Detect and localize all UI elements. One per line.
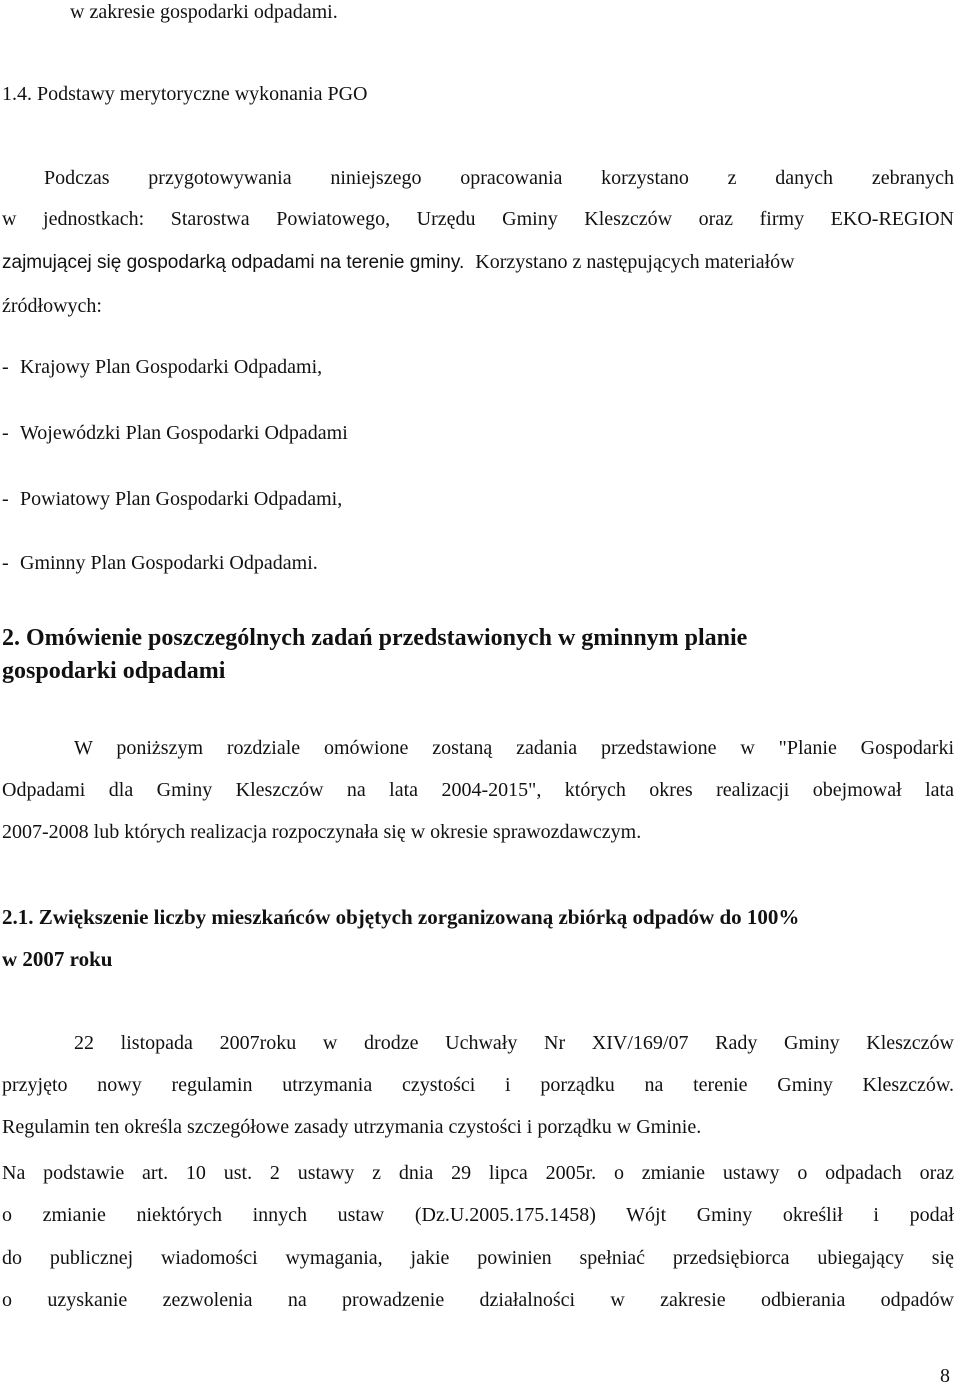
top-fragment: w zakresie gospodarki odpadami.	[70, 1, 338, 23]
list-item	[2, 551, 318, 576]
list-item	[2, 487, 342, 512]
dash-bullet: -	[2, 422, 9, 444]
section-2-1-heading-line2: w 2007 roku	[2, 947, 113, 971]
list-item-text: Krajowy Plan Gospodarki Odpadami,	[20, 356, 323, 378]
list-item	[2, 355, 322, 380]
paragraph-line: Na podstawie art. 10 ust. 2 ustawy z dnia 29 lipca 2005r. o zmianie ustawy o odpadach oraz	[2, 1162, 954, 1184]
dash-bullet: -	[2, 552, 9, 574]
paragraph-line: do publicznej wiadomości wymagania, jakie powinien spełniać przedsiębiorca ubiegający się	[2, 1247, 954, 1269]
section-2-heading-line1: 2. Omówienie poszczególnych zadań przedstawionych w gminnym planie	[2, 625, 748, 651]
paragraph-line: 22 listopada 2007roku w drodze Uchwały Nr XIV/169/07 Rady Gminy Kleszczów	[74, 1032, 954, 1054]
list-item-text: Wojewódzki Plan Gospodarki Odpadami	[20, 422, 348, 444]
paragraph-line	[2, 250, 954, 275]
section-1-4-heading: 1.4. Podstawy merytoryczne wykonania PGO	[2, 83, 368, 105]
paragraph-text: Korzystano z następujących materiałów	[475, 251, 795, 273]
paragraph-line: źródłowych:	[2, 295, 102, 317]
paragraph-line: Podczas przygotowywania niniejszego opracowania korzystano z danych zebranych	[44, 167, 954, 189]
list-item-text: Gminny Plan Gospodarki Odpadami.	[20, 552, 318, 574]
dash-bullet: -	[2, 488, 9, 510]
paragraph-line: 2007-2008 lub których realizacja rozpoczynała się w okresie sprawozdawczym.	[2, 821, 642, 843]
section-2-heading-line2: gospodarki odpadami	[2, 658, 226, 684]
paragraph-line: Odpadami dla Gminy Kleszczów na lata 2004-2015", których okres realizacji obejmował lata	[2, 779, 954, 801]
paragraph-line: przyjęto nowy regulamin utrzymania czystości i porządku na terenie Gminy Kleszczów.	[2, 1074, 954, 1096]
list-item	[2, 421, 348, 446]
paragraph-line: o zmianie niektórych innych ustaw (Dz.U.2005.175.1458) Wójt Gminy określił i podał	[2, 1204, 954, 1226]
paragraph-line: o uzyskanie zezwolenia na prowadzenie działalności w zakresie odbierania odpadów	[2, 1289, 954, 1311]
paragraph-line: Regulamin ten określa szczegółowe zasady utrzymania czystości i porządku w Gminie.	[2, 1116, 702, 1138]
paragraph-line: w jednostkach: Starostwa Powiatowego, Urzędu Gminy Kleszczów oraz firmy EKO-REGION	[2, 208, 954, 230]
dash-bullet: -	[2, 356, 9, 378]
paragraph-line: W poniższym rozdziale omówione zostaną zadania przedstawione w "Planie Gospodarki	[74, 737, 954, 759]
paragraph-text-sans: zajmującej się gospodarką odpadami na terenie gminy.	[2, 252, 465, 273]
section-2-1-heading-line1: 2.1. Zwiększenie liczby mieszkańców objętych zorganizowaną zbiórką odpadów do 100%	[2, 905, 800, 929]
list-item-text: Powiatowy Plan Gospodarki Odpadami,	[20, 488, 343, 510]
page-number: 8	[940, 1365, 950, 1387]
